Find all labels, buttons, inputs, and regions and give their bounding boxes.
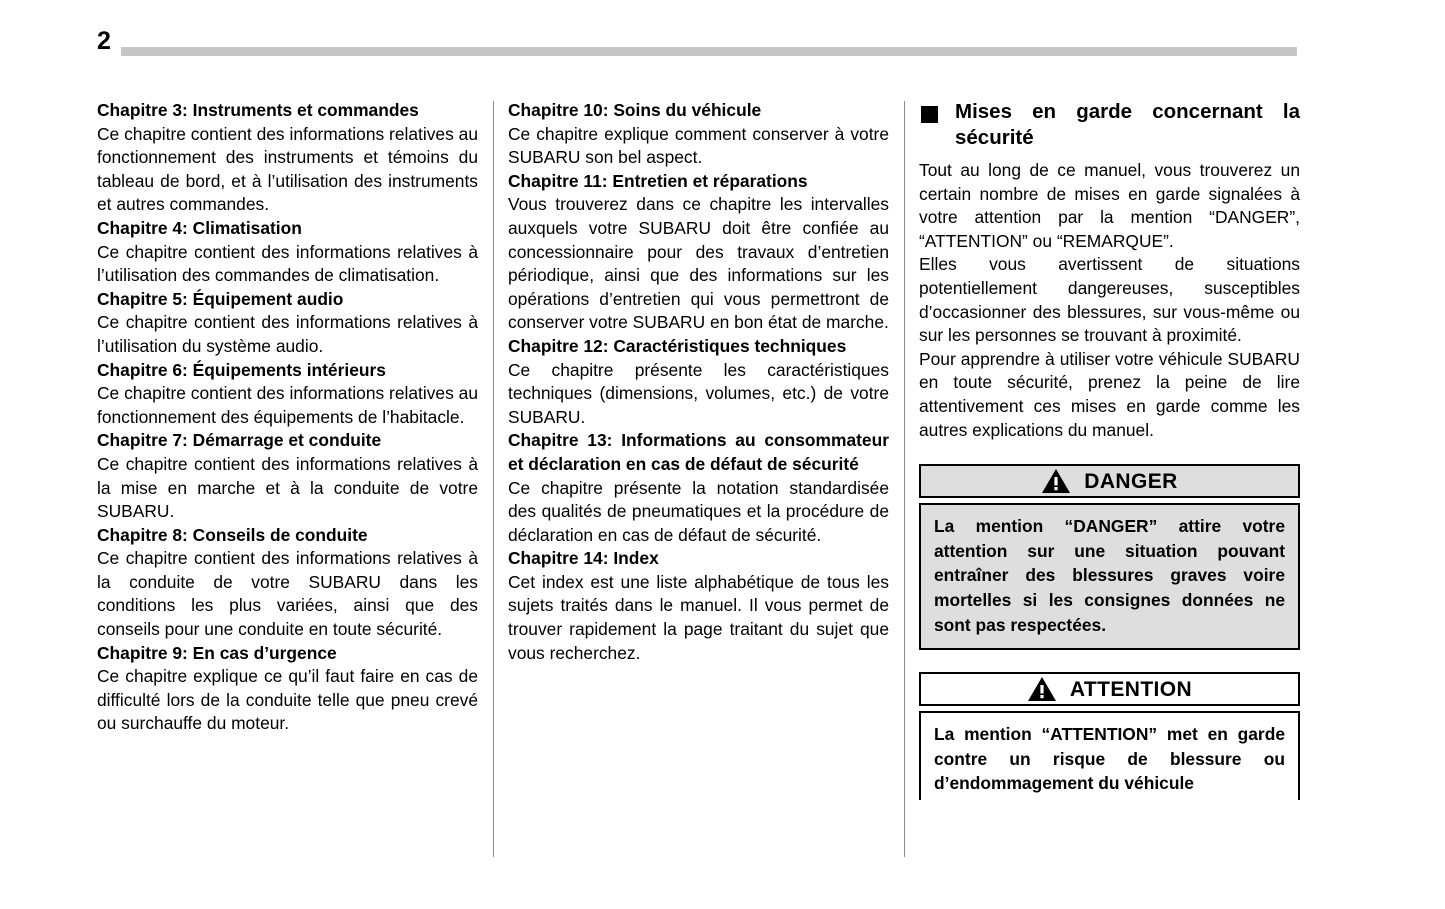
attention-warning-text: La mention “ATTENTION” met en garde contre un risque de blessure ou d’endommagement du véhicule bbox=[919, 711, 1300, 800]
chapter-description: Ce chapitre contient des informations relatives à la conduite de votre SUBARU dans les conditions les plus variées, ainsi que des conseils pour une conduite en toute sécurité. bbox=[97, 548, 478, 640]
safety-paragraph: Tout au long de ce manuel, vous trouverez un certain nombre de mises en garde signalées à votre attention par la mention “DANGER”, “ATTENTION” ou “REMARQUE”. bbox=[919, 160, 1300, 251]
column-middle bbox=[508, 99, 889, 859]
safety-section-heading bbox=[919, 99, 1300, 151]
chapter-description: Vous trouverez dans ce chapitre les intervalles auxquels votre SUBARU doit être confiée au concessionnaire pour des travaux d’entretien périodique, ainsi que des informations sur les opérations d’entretien qui vous permettront de conserver votre SUBARU en bon état de marche. bbox=[508, 194, 889, 333]
chapter-title: Chapitre 7: Démarrage et conduite bbox=[97, 430, 382, 451]
danger-warning-label: DANGER bbox=[1084, 469, 1178, 493]
chapter-description: Ce chapitre présente la notation standardisée des qualités de pneumatiques et la procédure de déclaration en cas de défaut de sécurité. bbox=[508, 477, 889, 545]
chapter-description: Ce chapitre contient des informations relatives à l’utilisation des commandes de climatisation. bbox=[97, 241, 478, 286]
column-right bbox=[919, 99, 1300, 859]
chapter-title: Chapitre 11: Entretien et réparations bbox=[508, 170, 808, 191]
safety-paragraph: Pour apprendre à utiliser votre véhicule SUBARU en toute sécurité, prenez la peine de lire attentivement ces mises en garde comme les autres explications du manuel. bbox=[919, 348, 1300, 440]
danger-warning-text: La mention “DANGER” attire votre attention sur une situation pouvant entraîner des blessures graves voire mortelles si les consignes données ne sont pas respectées. bbox=[919, 503, 1300, 650]
chapter-description: Ce chapitre contient des informations relatives à l’utilisation du système audio. bbox=[97, 312, 478, 356]
page-header bbox=[97, 26, 1297, 62]
column-separator bbox=[478, 99, 508, 859]
attention-warning-label: ATTENTION bbox=[1069, 677, 1193, 701]
chapter-title: Chapitre 4: Climatisation bbox=[97, 217, 302, 238]
warning-triangle-icon bbox=[1041, 468, 1071, 494]
chapter-title: Chapitre 8: Conseils de conduite bbox=[97, 524, 368, 545]
page-columns bbox=[97, 99, 1300, 859]
chapter-title: Chapitre 10: Soins du véhicule bbox=[508, 100, 762, 120]
danger-warning-header bbox=[919, 464, 1300, 498]
chapter-title: Chapitre 6: Équipements intérieurs bbox=[97, 359, 386, 380]
page-number: 2 bbox=[97, 27, 111, 55]
chapter-title: Chapitre 3: Instruments et commandes bbox=[97, 100, 419, 120]
chapter-title: Chapitre 13: Informations au consommateur et déclaration en cas de défaut de sécurité bbox=[508, 430, 889, 474]
warning-triangle-icon bbox=[1027, 676, 1057, 702]
column-left bbox=[97, 99, 478, 859]
attention-warning-header bbox=[919, 672, 1300, 706]
chapter-title: Chapitre 14: Index bbox=[508, 548, 659, 569]
chapter-description: Ce chapitre explique ce qu’il faut faire en cas de difficulté lors de la conduite telle que pneu crevé ou surchauffe du moteur. bbox=[97, 666, 478, 734]
chapter-title: Chapitre 5: Équipement audio bbox=[97, 288, 344, 309]
header-rule bbox=[121, 47, 1297, 56]
chapter-description: Ce chapitre explique comment conserver à votre SUBARU son bel aspect. bbox=[508, 123, 889, 168]
chapter-description: Ce chapitre contient des informations relatives à la mise en marche et à la conduite de votre SUBARU. bbox=[97, 453, 478, 522]
safety-paragraph: Elles vous avertissent de situations potentiellement dangereuses, susceptibles d’occasionner des blessures, sur vous-même ou sur les personnes se trouvant à proximité. bbox=[919, 254, 1300, 346]
attention-warning-box bbox=[919, 672, 1300, 800]
chapter-description: Ce chapitre présente les caractéristiques techniques (dimensions, volumes, etc.) de votre SUBARU. bbox=[508, 359, 889, 427]
chapter-description: Ce chapitre contient des informations relatives au fonctionnement des instruments et témoins du tableau de bord, et à l’utilisation des instruments et autres commandes. bbox=[97, 123, 478, 215]
chapter-description: Cet index est une liste alphabétique de tous les sujets traités dans le manuel. Il vous permet de trouver rapidement la page traitant du sujet que vous recherchez. bbox=[508, 571, 889, 663]
filled-square-bullet-icon bbox=[921, 106, 938, 123]
column-separator bbox=[889, 99, 919, 859]
chapter-title: Chapitre 9: En cas d’urgence bbox=[97, 642, 337, 663]
safety-section-heading-label: Mises en garde concernant la sécurité bbox=[955, 100, 1300, 149]
chapter-description: Ce chapitre contient des informations relatives au fonctionnement des équipements de l’habitacle. bbox=[97, 383, 478, 427]
chapter-title: Chapitre 12: Caractéristiques techniques bbox=[508, 335, 847, 356]
danger-warning-box bbox=[919, 464, 1300, 650]
